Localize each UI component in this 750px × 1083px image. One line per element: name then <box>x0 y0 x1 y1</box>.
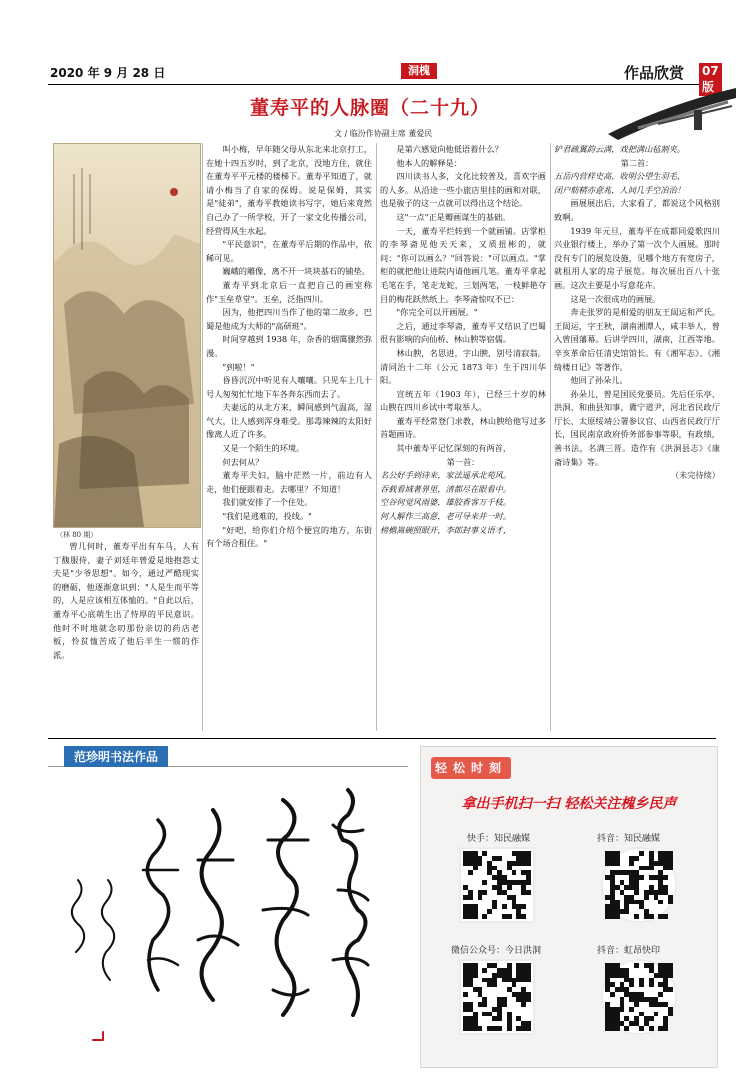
paragraph: 巍峨的雕像，离不开一块块基石的铺垫。 <box>222 266 370 277</box>
paragraph: 孙朵儿，曾是国民党要员。先后任乐亭、洪洞、和曲县知事，冀宁道尹，河北省民政厅厅长、太原绥靖公署参议官、山西省民政厅厅长，国民南京政府侨务部参事等职，有政绩，善书法，名满三晋。造作有《洪洞县志》《康斋诗集》等。 <box>554 388 720 467</box>
qr-module <box>610 992 615 997</box>
qr-module <box>507 885 512 890</box>
qr-module <box>663 914 668 919</box>
qr-module <box>507 914 512 919</box>
qr-module <box>492 904 497 909</box>
calligraphy-heading: 范珍明书法作品 <box>64 746 168 767</box>
qr-module <box>482 890 487 895</box>
paragraph: 是第六感觉向他低语着什么？ <box>396 144 503 154</box>
qr-module <box>478 1026 483 1031</box>
paragraph: 董寿平到北京后一直把自己的画室称作"玉垒草堂"。玉垒，泛指四川。 <box>206 279 372 304</box>
qr-module <box>473 914 478 919</box>
calligraphy-artwork <box>48 770 408 1070</box>
qr-module <box>634 890 639 895</box>
qr-module <box>497 856 502 861</box>
qr-module <box>620 1007 625 1012</box>
painting-caption: （林 80 期） <box>56 531 98 539</box>
qr-module <box>482 968 487 973</box>
paragraph: 一天，董寿平烂转到一个就画铺。店掌柜的李琴斋见他天天来，又质扭彬的，就问："你可以画么？"回答说："可以画点。"掌柜的就把他让进院内请他画几笔。董寿平拿起毛笔在手，笔走龙蛇，三划两笔，一枝鲜艳夺目的梅花跃然纸上。李琴斋惊叹不已： <box>380 225 546 304</box>
paragraph: 四川读书人多，文化比较普及，喜欢字画的人多。从沿途一些小旅店里挂的画和对联，也是骏子的这一点就可以得出这个结论。 <box>380 171 546 209</box>
paragraph: 奔走张罗的是相爱的朋友王闿运和严氏。王闿运，字王秋，湖南湘潭人，咸丰举人，曾入曾国藩幕。后讲学四川，湖南，江西等地。辛亥革命后任清史馆馆长。有《湘军志》、《湘绮楼日记》等著作。 <box>554 307 720 372</box>
paragraph: 林山腴，名思进，字山腴，别号清寂翁。清同治十二年（公元 1873 年）生于四川华阳。 <box>380 347 546 386</box>
poem-line: 五岳内营样史高，收明公望生羽毛， <box>554 171 686 182</box>
qr-module <box>668 987 673 992</box>
section-title: 作品欣赏 <box>624 64 685 82</box>
qr-module <box>463 992 468 997</box>
qr-module <box>654 1012 659 1017</box>
qr-module <box>502 904 507 909</box>
qr-module <box>526 997 531 1002</box>
qr-module <box>658 992 663 997</box>
qr-module <box>668 973 673 978</box>
qr-module <box>634 856 639 861</box>
poem-line: 何人解作三高意，老可导来并一时。 <box>380 511 512 522</box>
poem-line: 榜檐嵩碗照眼开，李郎封事义语才， <box>380 524 512 535</box>
qr-module <box>663 875 668 880</box>
page-header <box>48 62 719 94</box>
column-divider <box>550 143 551 731</box>
column-divider <box>376 143 377 731</box>
paragraph: 昏昏沉沉中听见有人嚷嚷。只见车上几十号人匆匆忙忙地下车各奔东西而去了。 <box>206 375 372 399</box>
paragraph: 1939 年元旦，董寿平在成都同爱歌四川兴业银行楼上，举办了第一次个人画展。那时没有专门的展览设施，见哪个地方有宽房子，就租用人家的房子展览。每次展出百八十张画。这次主要是小写意花卉。 <box>554 225 720 290</box>
qr-module <box>497 1016 502 1021</box>
qr-label: 微信公众号：今日洪洞 <box>451 946 542 956</box>
ad-panel <box>420 746 718 1068</box>
paragraph: 我们就安排了一个住处。 <box>222 497 313 508</box>
paragraph: 画展展出后，大家看了，都说这个风格别致啊。 <box>554 198 720 222</box>
paragraph: "我们是逃难的，投线。" <box>222 511 312 522</box>
paragraph: 其中董寿平记忆深刻的有两首， <box>396 443 512 454</box>
issue-date: 2020 年 9 月 28 日 <box>50 66 166 80</box>
qr-module <box>487 909 492 914</box>
article-column-3 <box>380 143 546 733</box>
poem-line: 吞载看域著界里，清都尽在眼看中。 <box>380 483 512 494</box>
qr-module <box>507 1026 512 1031</box>
qr-module <box>644 895 649 900</box>
qr-module <box>639 875 644 880</box>
paragraph: "平民意识"，在董寿平后期的作品中，依稀可见。 <box>206 239 372 263</box>
qr-module <box>639 851 644 856</box>
qr-module <box>497 1026 502 1031</box>
paragraph: 之后，通过李琴斋，董寿平又结识了巴蜀很有影响的向仙桥、林山腴等宿儒。 <box>380 320 546 345</box>
douyin-qr-icon[interactable] <box>601 847 677 923</box>
page-number: 07版 <box>699 63 722 96</box>
qr-module <box>615 914 620 919</box>
qr-module <box>526 1026 531 1031</box>
qr-module <box>482 851 487 856</box>
qr-module <box>639 982 644 987</box>
paragraph: 他回了孙朵儿。 <box>570 375 628 386</box>
qr-module <box>492 982 497 987</box>
article-title: 董寿平的人脉圈（二十九） <box>249 97 490 119</box>
qr-module <box>658 900 663 905</box>
qr-module <box>473 973 478 978</box>
section-divider <box>48 738 716 739</box>
qr-module <box>526 978 531 983</box>
paragraph: 他本人的解释是： <box>396 157 462 168</box>
poem-line: 名公好手到诗来，家法遥承北苑风。 <box>380 470 512 481</box>
paragraph: 叫小梅，早年随父母从东北来北京打工，在她十四五岁时，到了北京，没地方住，就住在董寿平平元楼的楼梯下。董寿平知道了，就请小梅当了自家的保姆。说是保姆，其实是"徒弟"，董寿平教她读书写字，她后来竟然自己办了一所学校，开了一家文化传播公司，经营得风生水起。 <box>206 144 372 236</box>
qr-module <box>512 870 517 875</box>
article-column-2 <box>206 143 372 733</box>
qr-module <box>526 890 531 895</box>
qr-module <box>502 1002 507 1007</box>
wechat-qr-icon[interactable] <box>459 959 535 1035</box>
qr-module <box>649 866 654 871</box>
paragraph: 董寿平夫妇，脑中茫然一片，前边有人走，他们便跟着走。去哪里？不知道！ <box>206 470 372 494</box>
qr-module <box>521 914 526 919</box>
to-be-continued: （未完待续） <box>670 470 720 481</box>
poem-heading: 第一首： <box>446 456 480 467</box>
qr-module <box>482 914 487 919</box>
douyin-qr-icon[interactable] <box>601 959 677 1035</box>
newspaper-logo: 洞槐 <box>401 63 437 79</box>
qr-label: 抖音：知民融媒 <box>597 834 661 844</box>
qr-module <box>473 866 478 871</box>
qr-module <box>629 1007 634 1012</box>
qr-module <box>649 1016 654 1021</box>
paragraph: 宣统五年（1903 年），已经三十岁的林山腴在四川乡试中考取举人。 <box>380 388 546 413</box>
qr-module <box>512 982 517 987</box>
qr-module <box>521 1002 526 1007</box>
qr-module <box>478 861 483 866</box>
poem-heading: 第二首： <box>620 157 654 168</box>
qr-module <box>526 861 531 866</box>
qr-module <box>482 880 487 885</box>
ad-headline: 拿出手机扫一扫 轻松关注槐乡民声 <box>461 796 677 812</box>
calligraphy-header <box>48 746 408 767</box>
paragraph: "你完全可以开画展。" <box>396 307 478 318</box>
paragraph: 曾几何时，董寿平出有车马，人有丁馥服侍，妻子刘廷年曾爱是地抱怨丈夫是"少爷思想"。如今，通过严酷现实的磨砺，他逐渐意识到："人是生而平等的，人是应该相互体恤的。"自此以后，董寿平心底萌生出了恃厚的平民意识。他时不时地就念叨那份亲切的药店老板，怜贫恤苦成了他后半生一惯的作派。 <box>53 541 199 660</box>
qr-module <box>634 963 639 968</box>
article-byline: 文 / 临汾作协副主席 董爱民 <box>334 129 433 138</box>
qr-module <box>624 1026 629 1031</box>
qr-module <box>668 900 673 905</box>
paragraph: 时间穿越到 1938 年，杂香的烟霭骤然弥漫。 <box>206 334 372 358</box>
qr-module <box>649 982 654 987</box>
landscape-painting <box>53 143 201 528</box>
paragraph: "到啦！" <box>222 361 255 372</box>
paragraph: 董寿平经常登门求教，林山腴给他写过多首题画诗。 <box>380 415 546 440</box>
qr-module <box>468 870 473 875</box>
ad-tag: 轻松时刻 <box>431 757 511 779</box>
paragraph: 何去何从？ <box>222 456 264 467</box>
column-divider <box>202 143 203 731</box>
qr-module <box>629 861 634 866</box>
qr-module <box>634 914 639 919</box>
poem-line: 空谷何觉风雨婆，雄胶香客万千枝。 <box>380 497 512 508</box>
qr-module <box>521 904 526 909</box>
qr-module <box>668 866 673 871</box>
qr-label: 抖音：虹昂快印 <box>597 946 661 956</box>
qr-module <box>478 895 483 900</box>
kuaishou-qr-icon[interactable] <box>459 847 535 923</box>
paragraph: 因为，他把四川当作了他的第二故乡，巴蜀是他成为大师的"高研班"。 <box>206 307 372 331</box>
paragraph: "好吧，给你们介绍个便宜的地方，东街有个场合租住。" <box>206 524 372 549</box>
paragraph: 这"一点"正是瓣画谋生的基础。 <box>396 211 511 222</box>
poem-line: 闭户舫精亦意兆，人间几手空冶治！ <box>554 184 686 195</box>
eaves-ornament-icon <box>598 84 738 142</box>
qr-label: 快手：知民融媒 <box>467 834 531 844</box>
qr-module <box>624 909 629 914</box>
article-column-1 <box>53 540 199 730</box>
qr-module <box>482 1002 487 1007</box>
paragraph: 又是一个陌生的环境。 <box>222 443 305 454</box>
qr-module <box>615 861 620 866</box>
paragraph: 这是一次很成功的画展。 <box>570 293 661 304</box>
poem-line: 铲君疏翼韵云满，戏把满山毡割夹。 <box>554 144 686 154</box>
qr-module <box>629 982 634 987</box>
qr-module <box>639 1026 644 1031</box>
qr-module <box>668 1012 673 1017</box>
article-column-4 <box>554 143 720 733</box>
qr-module <box>634 1002 639 1007</box>
qr-module <box>649 1026 654 1031</box>
qr-module <box>663 1026 668 1031</box>
qr-module <box>526 880 531 885</box>
qr-module <box>615 1026 620 1031</box>
qr-module <box>649 914 654 919</box>
paragraph: 夫妻远的从北方来，瞬间感到气温高，湿气大，让人感到浑身难受。那毒辣辣的太阳好像离人近了许多。 <box>206 402 372 440</box>
qr-module <box>468 895 473 900</box>
